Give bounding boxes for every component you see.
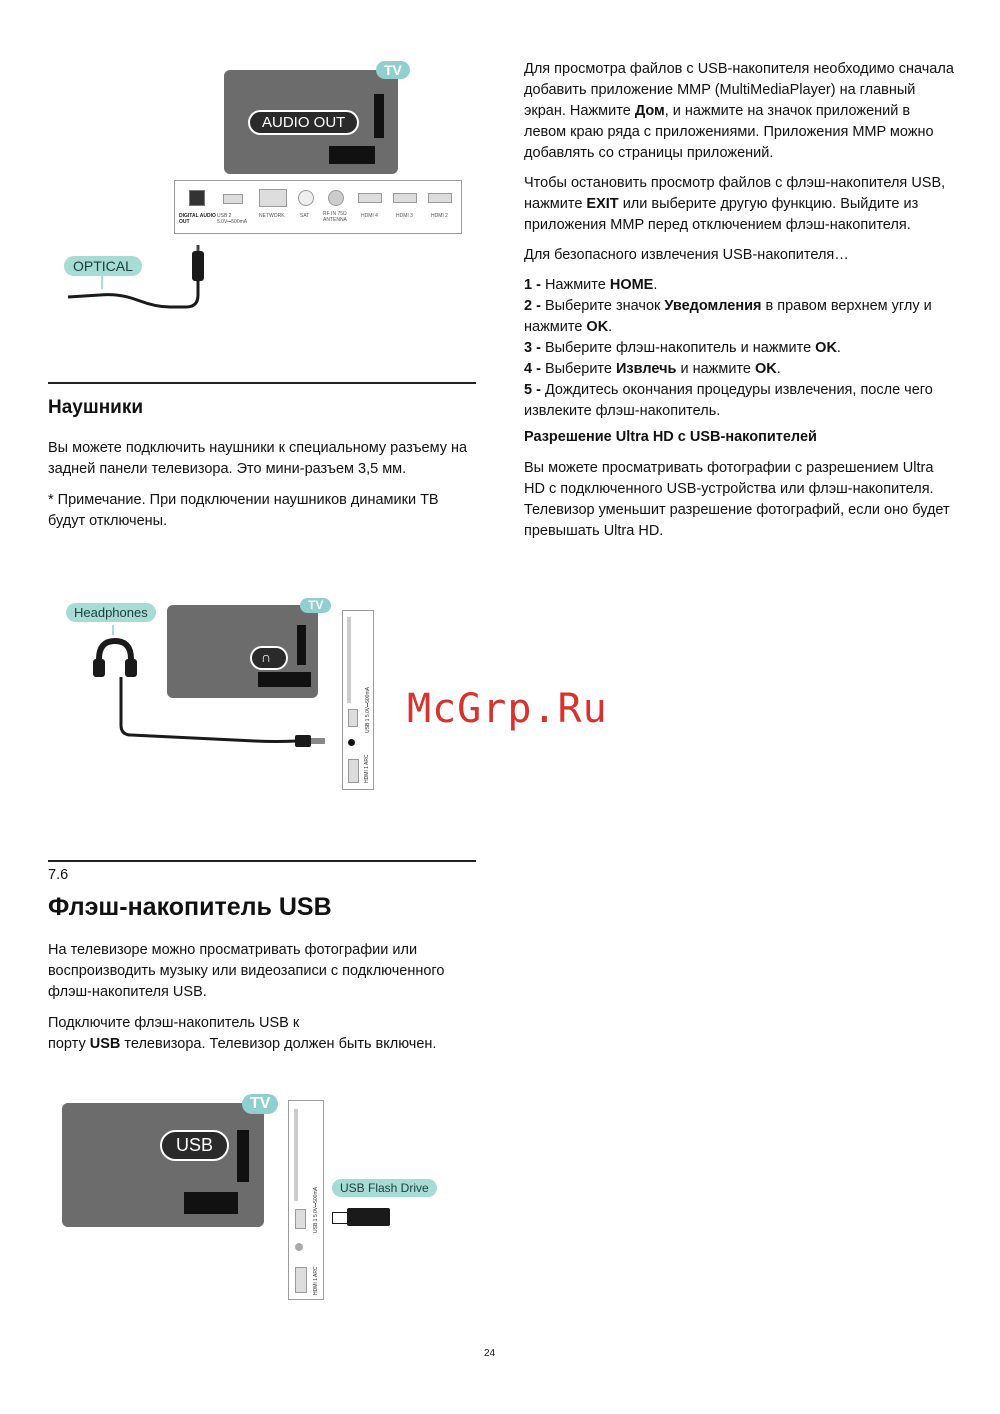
tv-slot-horizontal [329,146,375,164]
section-divider [48,860,476,862]
port-panel [174,180,462,234]
port-label-sat: SAT [300,213,310,219]
safe-remove-intro: Для безопасного извлечения USB-накопителя… [524,247,849,263]
usb-paragraph-1: На телевизоре можно просматривать фотографии или воспроизводить музыку или видеозаписи с подключенного флэш-накопителя USB. [48,942,445,1000]
port-label-usb1: USB 1 5.0V⎓500mA [313,1187,319,1233]
section-divider [48,382,476,384]
port-label-hdmi2: HDMI 2 [431,213,448,219]
panel-slot [347,617,351,703]
usb-text [48,940,478,1055]
headphones-icon: ∩ [261,649,272,665]
hdmi3-port-icon [393,193,417,203]
section-number: 7.6 [48,867,69,883]
ultra-hd-subtitle: Разрешение Ultra HD с USB-накопителей [524,429,817,445]
network-port-icon [259,189,287,207]
hdmi-port-icon [348,759,359,783]
steps-list [524,275,956,422]
side-port-panel [288,1100,324,1300]
step-3: 3 - Выберите флэш-накопитель и нажмите OK. [524,340,841,356]
usb-port-label: USB [160,1130,229,1161]
page-number: 24 [484,1348,496,1359]
step-4: 4 - Выберите Извлечь и нажмите OK. [524,361,781,377]
usb-section-title: Флэш-накопитель USB [48,893,332,921]
tv-slot-horizontal [184,1192,238,1214]
port-label-hdmi1: HDMI 1 ARC [364,754,370,783]
port-label-usb1: USB 1 5.0V⎓500mA [365,687,371,733]
tv-badge: TV [242,1094,278,1114]
tv-slot-vertical [374,94,384,138]
tv-slot-vertical [237,1130,249,1182]
rf-port-icon [328,190,344,206]
port-label-usb2: USB 2 5.0V⎓500mA [217,213,248,225]
port-label-digital-audio-out: DIGITAL AUDIO OUT [179,213,216,225]
tv-badge: TV [376,61,410,79]
sat-port-icon [298,190,314,206]
audio-out-label: AUDIO OUT [248,110,359,135]
hdmi2-port-icon [428,193,452,203]
port-label-hdmi4: HDMI 4 [361,213,378,219]
side-port-panel [342,610,374,790]
usb-flash-drive-label: USB Flash Drive [332,1179,437,1197]
usb-port-icon [223,194,243,204]
step-1: 1 - Нажмите HOME. [524,277,658,293]
headphones-title: Наушники [48,397,144,418]
port-label-network: NETWORK [259,213,285,219]
port-label-rf-in: RF IN 75Ω ANTENNA [323,211,347,223]
optical-port-icon [189,190,205,206]
hdmi4-port-icon [358,193,382,203]
usb-port-icon [295,1209,306,1229]
hdmi-port-icon [295,1267,307,1293]
usb-paragraph-2: Подключите флэш-накопитель USB к порту USB телевизора. Телевизор должен быть включен. [48,1015,437,1052]
port-label-hdmi3: HDMI 3 [396,213,413,219]
headphone-cable [85,625,345,755]
watermark: McGrp.Ru [407,686,608,732]
headphones-paragraph-1: Вы можете подключить наушники к специальному разъему на задней панели телевизора. Это мини-разъем 3,5 мм. [48,440,468,477]
ultra-hd-paragraph: Вы можете просматривать фотографии с разрешением Ultra HD с подключенного USB-устройства или флэш-накопителя. Телевизор уменьшит разрешение фотографий, если оно будет превышать Ultra HD. [524,460,950,539]
usb-flash-drive-icon [332,1208,390,1226]
step-5: 5 - Дождитесь окончания процедуры извлечения, после чего извлеките флэш-накопитель. [524,382,933,419]
step-2: 2 - Выберите значок Уведомления в правом верхнем углу и нажмите OK. [524,298,932,335]
right-column [524,59,956,542]
headphone-port-icon [348,739,355,746]
port-label-hdmi1: HDMI 1 ARC [313,1266,319,1295]
stop-playback-paragraph: Чтобы остановить просмотр файлов с флэш-накопителя USB, нажмите EXIT или выберите другую функцию. Выйдите из приложения MMP перед отключением флэш-накопителя. [524,175,946,233]
usb-port-icon [348,709,358,727]
optical-label: OPTICAL [64,256,142,276]
headphones-text [48,438,478,532]
mmp-paragraph: Для просмотра файлов с USB-накопителя необходимо сначала добавить приложение MMP (MultiMediaPlayer) на главный экран. Нажмите Дом, и нажмите на значок приложений в левом краю ряда с приложениями. Приложения MMP можно добавлять со страницы приложений. [524,61,954,161]
panel-slot [294,1109,298,1201]
headphone-port-icon [295,1243,303,1251]
tv-badge: TV [300,598,331,613]
headphones-label: Headphones [66,603,156,622]
headphones-note: * Примечание. При подключении наушников динамики ТВ будут отключены. [48,492,439,529]
